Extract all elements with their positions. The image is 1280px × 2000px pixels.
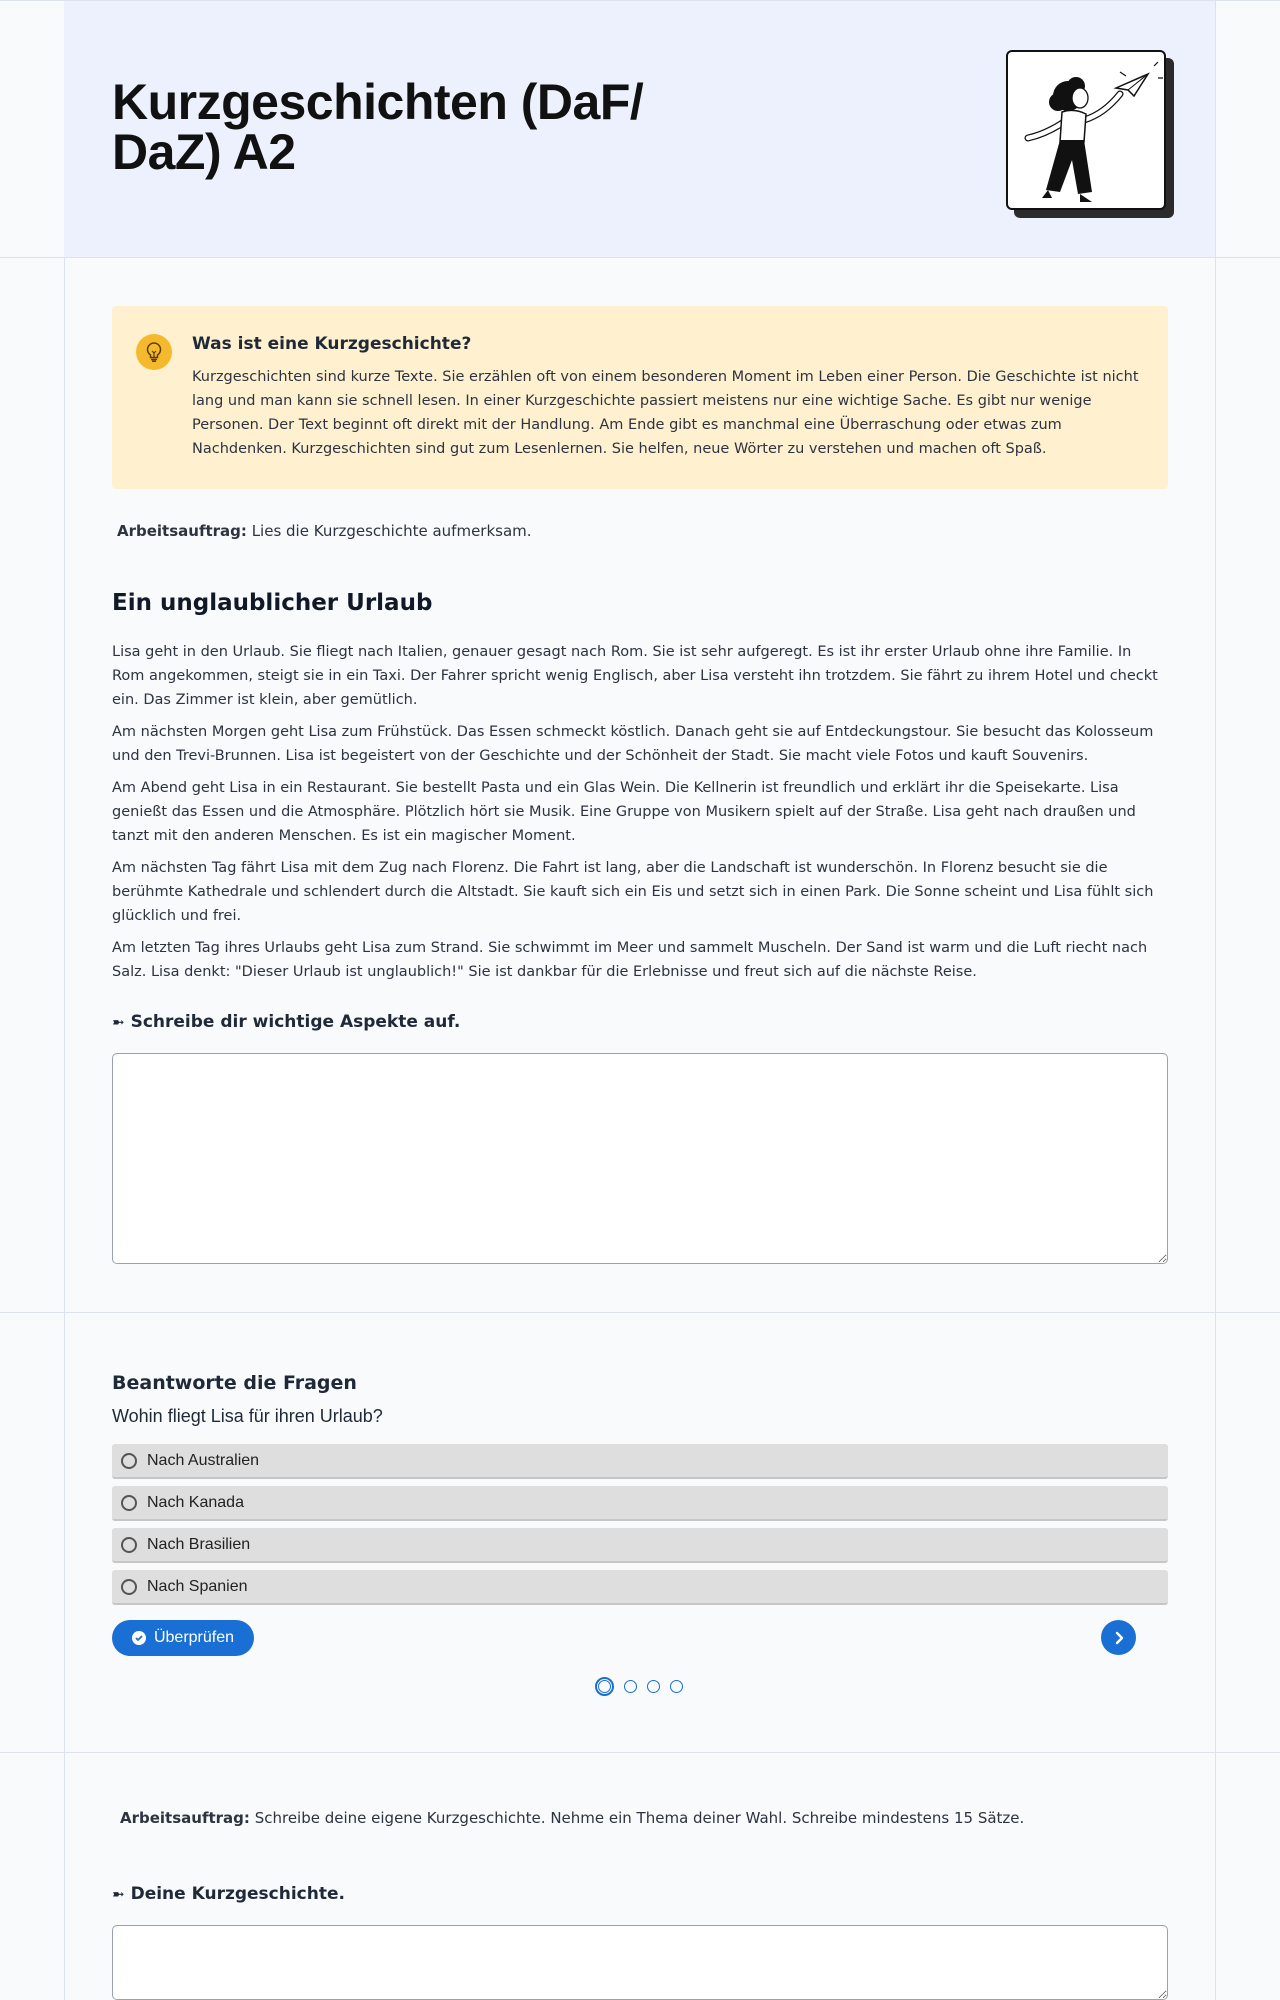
answer-option[interactable] [112, 1486, 1168, 1521]
answer-option[interactable] [112, 1444, 1168, 1479]
answer-option-label: Nach Brasilien [147, 1535, 251, 1553]
story-paragraph: Am letzten Tag ihres Urlaubs geht Lisa zum Strand. Sie schwimmt im Meer und sammelt Muscheln. Der Sand ist warm und die Luft riecht nach Salz. Lisa denkt: "Dieser Urlaub ist unglaublich!" Sie ist dankbar für die Erlebnisse und freut sich auf die nächste Reise. [112, 940, 1148, 980]
header-divider [0, 257, 1280, 258]
task-label: Arbeitsauftrag: [120, 1809, 250, 1827]
answer-option-label: Nach Spanien [147, 1577, 248, 1595]
notes-prompt-text: Schreibe dir wichtige Aspekte auf. [130, 1012, 461, 1032]
notes-prompt [112, 1012, 1168, 1032]
story-paragraph: Lisa geht in den Urlaub. Sie fliegt nach Italien, genauer gesagt nach Rom. Sie ist sehr aufgeregt. Es ist ihr erster Urlaub ohne ihre Familie. In Rom angekommen, steigt sie in ein Taxi. Der Fahrer spricht wenig Englisch, aber Lisa versteht ihn trotzdem. Sie fährt zu ihrem Hotel und checkt ein. Das Zimmer ist klein, aber gemütlich. [112, 644, 1158, 708]
own-story-prompt-text: Deine Kurzgeschichte. [130, 1884, 345, 1904]
section-divider [0, 1752, 1280, 1753]
task-label: Arbeitsauftrag: [117, 522, 247, 540]
own-story-textarea[interactable] [112, 1925, 1168, 2000]
answer-option-label: Nach Kanada [147, 1493, 244, 1511]
task-instruction [117, 522, 1173, 540]
story-title: Ein unglaublicher Urlaub [112, 590, 433, 616]
page-title: Kurzgeschichten (DaF/ DaZ) A2 [112, 74, 644, 180]
arrow-right-icon: ➼ [112, 1885, 125, 1903]
pagination-dot[interactable] [670, 1680, 683, 1693]
chevron-right-icon [1112, 1631, 1126, 1645]
pagination-dot[interactable] [647, 1680, 660, 1693]
right-gutter-line [1215, 0, 1216, 2000]
story-paragraph: Am Abend geht Lisa in ein Restaurant. Sie bestellt Pasta und ein Glas Wein. Die Kellnerin ist freundlich und erklärt ihr die Speisekarte. Lisa genießt das Essen und die Atmosphäre. Plötzlich hört sie Musik. Eine Gruppe von Musikern spielt auf der Straße. Lisa geht nach draußen und tanzt mit den anderen Menschen. Es ist ein magischer Moment. [112, 780, 1136, 844]
arrow-right-icon: ➼ [112, 1013, 125, 1031]
task-text: Schreibe deine eigene Kurzgeschichte. Nehme ein Thema deiner Wahl. Schreibe mindestens 15 Sätze. [254, 1809, 1025, 1827]
task-instruction [120, 1809, 1176, 1827]
quiz-title: Beantworte die Fragen [112, 1372, 357, 1394]
quiz-pagination [595, 1677, 683, 1696]
check-circle-icon [132, 1631, 146, 1645]
story-paragraph: Am nächsten Tag fährt Lisa mit dem Zug nach Florenz. Die Fahrt ist lang, aber die Landschaft ist wunderschön. In Florenz besucht sie die berühmte Kathedrale und schlendert durch die Altstadt. Sie kauft sich ein Eis und setzt sich in einen Park. Die Sonne scheint und Lisa fühlt sich glücklich und frei. [112, 860, 1154, 924]
section-divider [0, 1312, 1280, 1313]
radio-button[interactable] [121, 1579, 137, 1595]
left-gutter-line [64, 0, 65, 2000]
own-story-prompt [112, 1884, 1168, 1904]
info-box-text: Kurzgeschichten sind kurze Texte. Sie erzählen oft von einem besonderen Moment im Leben einer Person. Die Geschichte ist nicht lang und man kann sie schnell lesen. In einer Kurzgeschichte passiert meistens nur eine wichtige Sache. Es gibt nur wenige Personen. Der Text beginnt oft direkt mit der Handlung. Am Ende gibt es manchmal eine Überraschung oder etwas zum Nachdenken. Kurzgeschichten sind gut zum Lesenlernen. Sie helfen, neue Wörter zu verstehen und machen oft Spaß. [192, 369, 1139, 457]
check-button-label: Überprüfen [153, 1629, 235, 1646]
task-text: Lies die Kurzgeschichte aufmerksam. [251, 522, 532, 540]
story-text [112, 640, 1168, 992]
answer-option[interactable] [112, 1570, 1168, 1605]
page-header [64, 0, 1215, 257]
lightbulb-icon [136, 334, 172, 370]
radio-button[interactable] [121, 1537, 137, 1553]
next-button[interactable] [1101, 1620, 1136, 1655]
check-button[interactable] [112, 1620, 254, 1656]
radio-button[interactable] [121, 1453, 137, 1469]
info-box-title: Was ist eine Kurzgeschichte? [192, 334, 472, 354]
quiz-question: Wohin fliegt Lisa für ihren Urlaub? [112, 1406, 383, 1426]
answer-option-label: Nach Australien [147, 1451, 260, 1469]
pagination-dot-active[interactable] [595, 1677, 614, 1696]
woman-paper-plane-illustration [1006, 50, 1166, 210]
pagination-dot[interactable] [624, 1680, 637, 1693]
story-paragraph: Am nächsten Morgen geht Lisa zum Frühstück. Das Essen schmeckt köstlich. Danach geht sie auf Entdeckungstour. Sie besucht das Kolosseum und den Trevi-Brunnen. Lisa ist begeistert von der Geschichte und der Schönheit der Stadt. Sie macht viele Fotos und kauft Souvenirs. [112, 724, 1154, 764]
info-box [112, 306, 1168, 489]
notes-textarea[interactable] [112, 1053, 1168, 1264]
answer-option[interactable] [112, 1528, 1168, 1563]
radio-button[interactable] [121, 1495, 137, 1511]
